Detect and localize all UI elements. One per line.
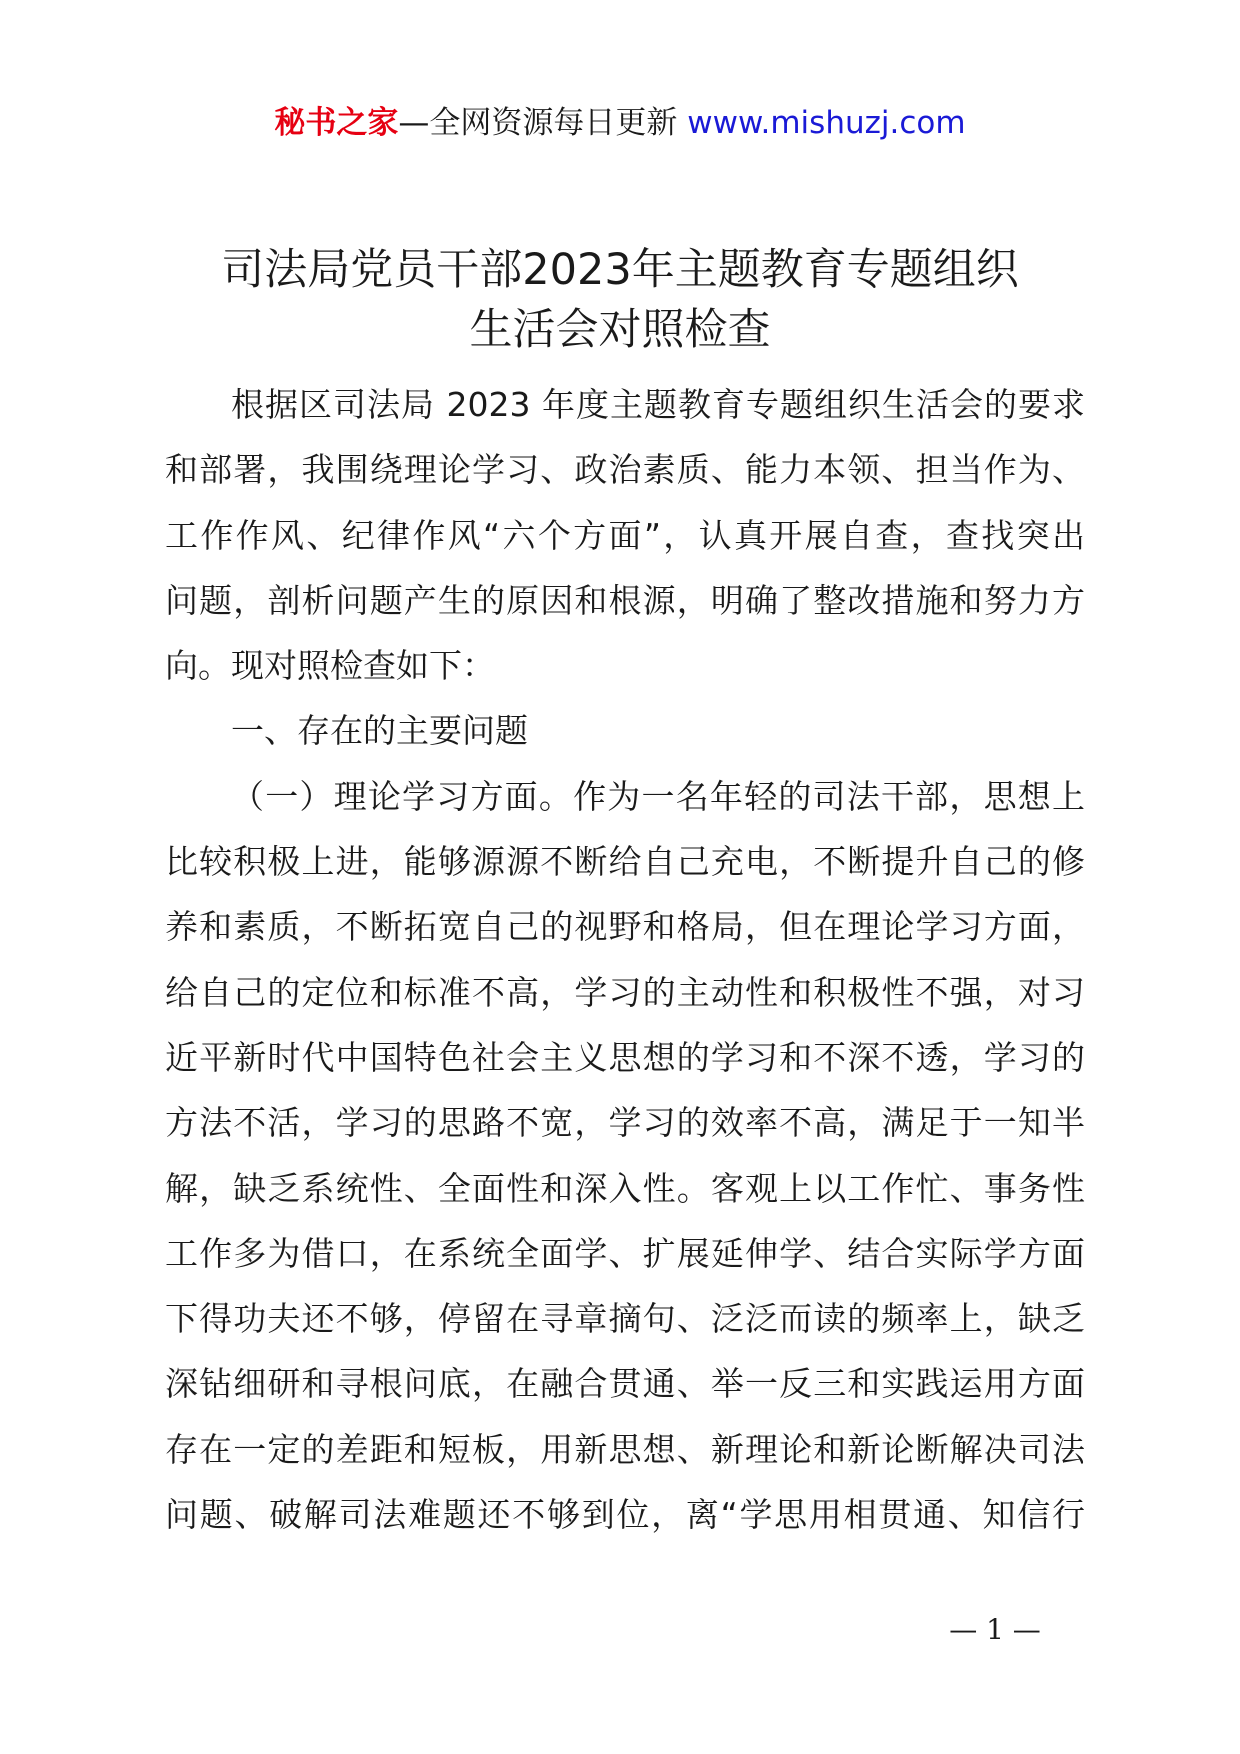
body-line: 问题、破解司法难题还不够到位，离“学思用相贯通、知信行	[165, 1495, 1085, 1535]
page-number-text: — 1 —	[949, 1613, 1041, 1646]
header-tagline: —全网资源每日更新	[398, 105, 678, 141]
page-number	[0, 1610, 1240, 1650]
title-line-1: 司法局党员干部2023年主题教育专题组织	[221, 245, 1019, 295]
document-body	[165, 372, 1085, 1547]
body-line: 存在一定的差距和短板，用新思想、新理论和新论断解决司法	[165, 1429, 1085, 1469]
section-heading: 一、存在的主要问题	[231, 711, 528, 751]
site-url-link[interactable]: www.mishuzj.com	[687, 105, 966, 141]
body-line: 给自己的定位和标准不高，学习的主动性和积极性不强，对习	[165, 972, 1085, 1012]
body-line: 根据区司法局 2023 年度主题教育专题组织生活会的要求	[231, 385, 1085, 424]
body-line: 向。现对照检查如下：	[165, 646, 495, 686]
body-line: 养和素质，不断拓宽自己的视野和格局，但在理论学习方面，	[165, 907, 1085, 947]
body-line: 比较积极上进，能够源源不断给自己充电，不断提升自己的修	[165, 842, 1085, 882]
body-line: 下得功夫还不够，停留在寻章摘句、泛泛而读的频率上，缺乏	[165, 1299, 1085, 1339]
title-line-2: 生活会对照检查	[469, 305, 771, 355]
body-line: 和部署，我围绕理论学习、政治素质、能力本领、担当作为、	[165, 450, 1085, 490]
document-title	[0, 240, 1240, 360]
body-line: （一）理论学习方面。作为一名年轻的司法干部，思想上	[231, 776, 1085, 816]
body-line: 近平新时代中国特色社会主义思想的学习和不深不透，学习的	[165, 1037, 1085, 1077]
body-line: 方法不活，学习的思路不宽，学习的效率不高，满足于一知半	[165, 1103, 1085, 1143]
body-line: 问题，剖析问题产生的原因和根源，明确了整改措施和努力方	[165, 580, 1085, 620]
body-line: 工作多为借口，在系统全面学、扩展延伸学、结合实际学方面	[165, 1233, 1085, 1273]
body-line: 深钻细研和寻根问底，在融合贯通、举一反三和实践运用方面	[165, 1364, 1085, 1404]
body-line: 解，缺乏系统性、全面性和深入性。客观上以工作忙、事务性	[165, 1168, 1085, 1208]
body-line: 工作作风、纪律作风“六个方面”，认真开展自查，查找突出	[165, 515, 1085, 555]
brand-name: 秘书之家	[274, 105, 399, 141]
site-header	[0, 98, 1240, 148]
